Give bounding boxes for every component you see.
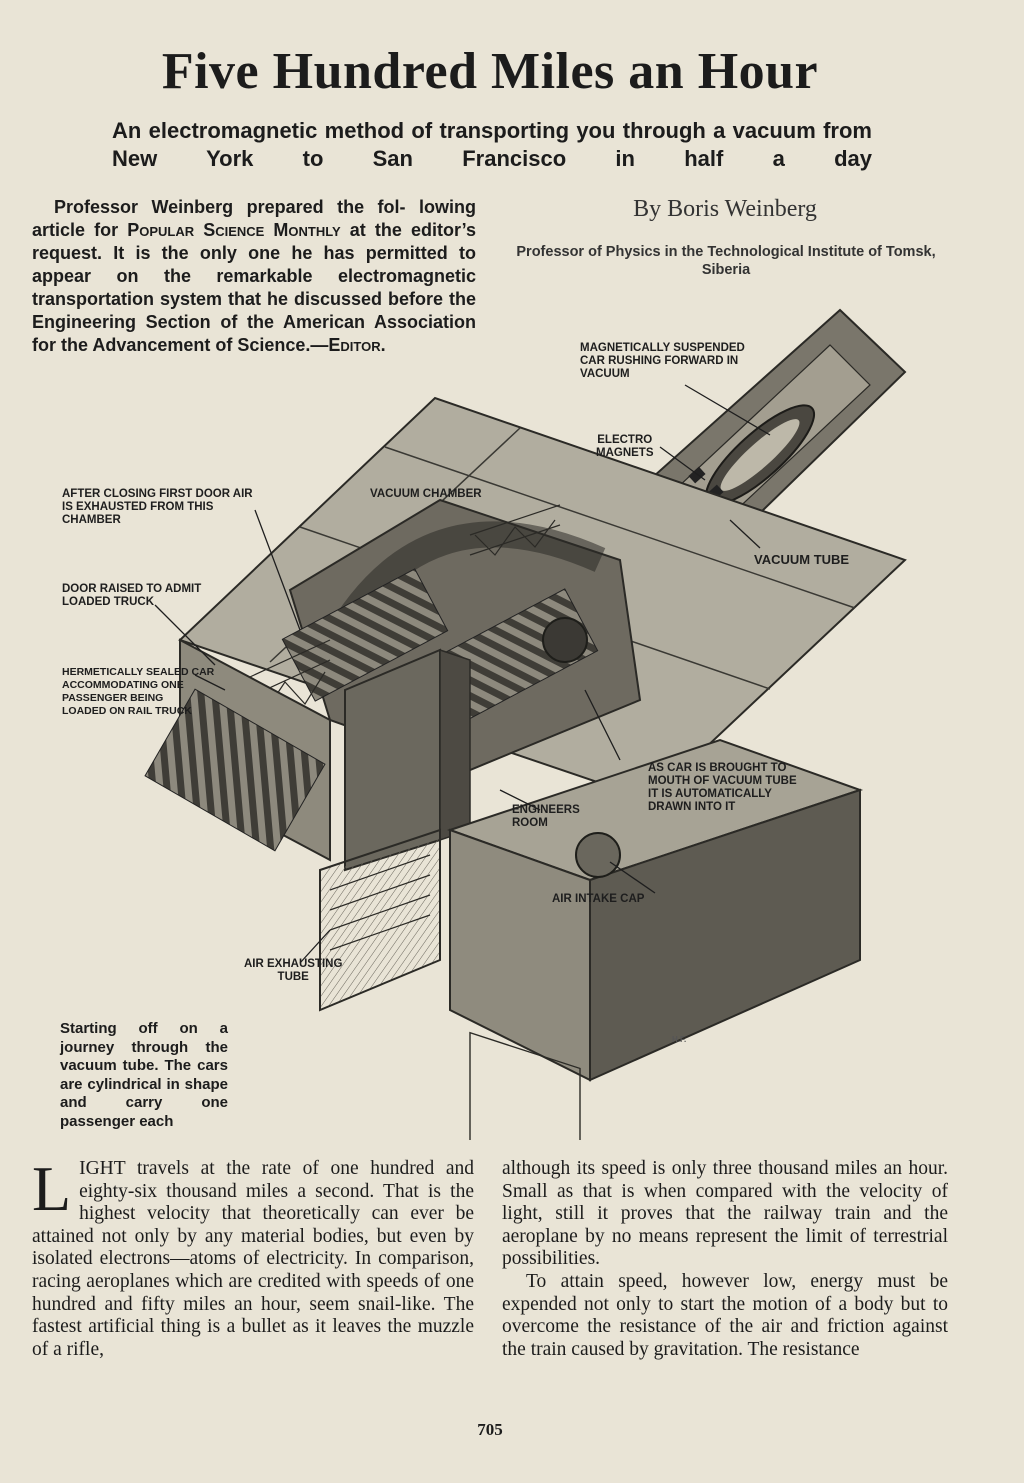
magazine-name: Popular Science Monthly <box>127 220 341 240</box>
station-cutaway-illustration <box>0 300 1024 1140</box>
editor-note-line2: lowing article for <box>32 197 476 240</box>
editor-note-line1: Professor Weinberg prepared the fol- <box>54 197 406 217</box>
byline: By Boris Weinberg <box>633 196 817 222</box>
body-column-left <box>32 1153 474 1361</box>
body-right-paragraph-1: although its speed is only three thousand miles an hour. Small as that is when compared with the velocity of light, still it proves that the railway train and the aeroplane by no means represent the limit of terrestrial possibilities. <box>502 1158 948 1270</box>
label-engineers-room: ENGINEERS ROOM <box>512 804 580 829</box>
label-vacuum-tube: VACUUM TUBE <box>754 552 850 567</box>
drop-cap: L <box>32 1153 72 1224</box>
label-door-raised: DOOR RAISED TO ADMIT LOADED TRUCK <box>62 583 202 608</box>
artist-signature: H.F. <box>672 1035 687 1044</box>
editor-signoff: Editor. <box>328 335 386 355</box>
label-suspended-car: MAGNETICALLY SUSPENDED CAR RUSHING FORWARD IN VACUUM <box>580 342 745 380</box>
page-number: 705 <box>477 1420 503 1439</box>
label-air-exhausting: AIR EXHAUSTING TUBE <box>244 958 343 983</box>
label-vacuum-chamber: VACUUM CHAMBER <box>370 488 482 500</box>
editor-note-body: at the editor’s request. It is the only one he has permitted to appear on the remarkable electromagnetic transportation system that he discussed before the Engineering Section of the American Association for the Advancement of Science.— <box>32 220 476 355</box>
body-right-paragraph-2: To attain speed, however low, energy must be expended not only to start the motion of a body but to overcome the resistance of the air and friction against the train caused by gravitation. The resistance <box>502 1270 948 1360</box>
body-left-text: IGHT travels at the rate of one hundred and eighty-six thousand miles a second. That is the highest velocity that theoretically can ever be attained not only by any material bodies, but even by isolated electrons—atoms of electricity. In comparison, racing aeroplanes which are credited with speeds of one hundred and fifty miles an hour, seem snail-like. The fastest artificial thing is a bullet as it leaves the muzzle of a rifle, <box>32 1158 474 1360</box>
article-subtitle: An electromagnetic method of transporting you through a vacuum from New York to San Francisco in half a day <box>112 118 872 171</box>
body-column-right <box>502 1158 948 1361</box>
label-after-closing: AFTER CLOSING FIRST DOOR AIR IS EXHAUSTED FROM THIS CHAMBER <box>62 488 253 526</box>
author-affiliation: Professor of Physics in the Technological Institute of Tomsk, Siberia <box>516 244 936 278</box>
article-title: Five Hundred Miles an Hour <box>161 43 819 100</box>
illustration-caption: Starting off on a journey through the vacuum tube. The cars are cylindrical in shape and carry one passenger each <box>60 1020 228 1130</box>
label-car-brought: AS CAR IS BROUGHT TO MOUTH OF VACUUM TUBE IT IS AUTOMATICALLY DRAWN INTO IT <box>648 762 797 813</box>
air-intake-cap <box>576 833 620 877</box>
label-sealed-car: HERMETICALLY SEALED CAR ACCOMMODATING ONE PASSENGER BEING LOADED ON RAIL TRUCK <box>62 666 215 717</box>
label-air-intake: AIR INTAKE CAP <box>552 893 645 905</box>
label-electro-magnets: ELECTRO MAGNETS <box>596 434 654 459</box>
